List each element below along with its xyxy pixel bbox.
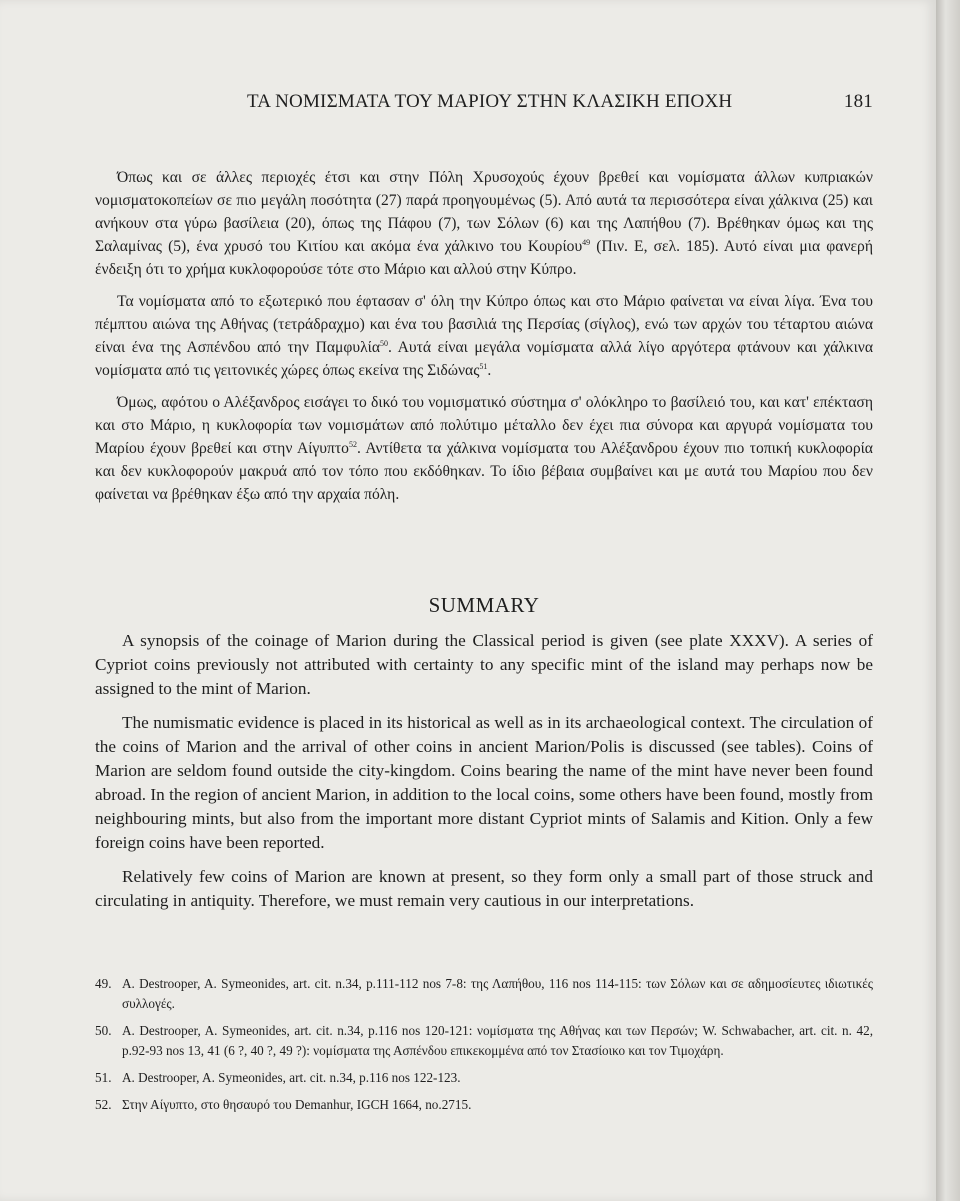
footnote-ref-51: 51 <box>479 361 488 371</box>
footnote <box>95 974 873 1014</box>
footnote-text: Στην Αίγυπτο, στο θησαυρό του Demanhur, IGCH 1664, no.2715. <box>122 1097 472 1112</box>
greek-body-text <box>95 166 873 515</box>
footnote-ref-49: 49 <box>582 237 591 247</box>
text-run: . Αυτά είναι μεγάλα νομίσματα αλλά λίγο αργότερα φτάνουν και χάλκινα νομίσματα από τις γειτονικές χώρες όπως εκείνα της Σιδώνας <box>95 339 873 379</box>
greek-paragraph-3 <box>95 391 873 506</box>
running-title: ΤΑ ΝΟΜΙΣΜΑΤΑ ΤΟΥ ΜΑΡΙΟΥ ΣΤΗΝ ΚΛΑΣΙΚΗ ΕΠΟΧΗ <box>247 91 733 112</box>
summary-heading: SUMMARY <box>428 593 540 617</box>
page-number: 181 <box>843 91 873 112</box>
footnote-number: 52. <box>95 1097 112 1112</box>
footnote-text: A. Destrooper, A. Symeonides, art. cit. n.34, p.116 nos 120-121: νομίσματα της Αθήνας και των Περσών; W. Schwabacher, art. cit. n. 42, p.92-93 nos 13, 41 (6 ?, 40 ?, 49 ?): νομίσματα της Ασπένδου επικεκομμένα από τον Στασίοικο και τον Τιμοχάρη. <box>122 1023 873 1058</box>
footnote-text: A. Destrooper, A. Symeonides, art. cit. n.34, p.111-112 nos 7-8: της Λαπήθου, 116 nos 114-115: των Σόλων και σε αδημοσίευτες ιδιωτικές συλλογές. <box>122 976 873 1011</box>
footnote-number: 49. <box>95 976 112 991</box>
book-edge-shadow <box>936 0 960 1201</box>
summary-paragraph-3: Relatively few coins of Marion are known at present, so they form only a small part of those struck and circulating in antiquity. Therefore, we must remain very cautious in our interpretations. <box>95 867 873 910</box>
footnote-number: 51. <box>95 1070 112 1085</box>
footnote <box>95 1021 873 1061</box>
footnote-ref-52: 52 <box>348 439 357 449</box>
text-run: Όπως και σε άλλες περιοχές έτσι και στην Πόλη Χρυσοχούς έχουν βρεθεί και νομίσματα άλλων κυπριακών νομισματοκοπείων σε πιο μεγάλη ποσότητα (27) παρά προηγουμένως (5). Από αυτά τα περισσότερα είναι χάλκινα (25) και ανήκουν στα γύρω βασίλεια (20), όπως της Πάφου (7), των Σόλων (6) και της Λαπήθου (7). Βρέθηκαν όμως και της Σαλαμίνας (5), ένα χρυσό του Κιτίου και ακόμα ένα χάλκινο του Κουρίου <box>95 169 873 255</box>
text-run: . Αντίθετα τα χάλκινα νομίσματα του Αλέξανδρου έχουν πιο τοπική κυκλοφορία και δεν κυκλοφορούν μακρυά από τον τόπο που εκδόθηκαν. Το ίδιο βέβαια συμβαίνει και με αυτά του Μαρίου που δεν φαίνεται να βρέθηκαν έξω από την αρχαία πόλη. <box>95 440 873 503</box>
footnote <box>95 1068 873 1088</box>
footnotes <box>95 974 873 1122</box>
text-run: Τα νομίσματα από το εξωτερικό που έφτασαν σ' όλη την Κύπρο όπως και στο Μάριο φαίνεται να είναι λίγα. Ένα του πέμπτου αιώνα της Αθήνας (τετράδραχμο) και ένα του βασιλιά της Περσίας (σίγλος), ενώ των αρχών του τέταρτου αιώνα είναι ένα της Ασπένδου από την Παμφυλία <box>95 293 873 356</box>
footnote <box>95 1095 873 1115</box>
footnote-ref-50: 50 <box>380 338 389 348</box>
summary-paragraph-1: A synopsis of the coinage of Marion during the Classical period is given (see plate XXXV). A series of Cypriot coins previously not attributed with certainty to any specific mint of the island may perhaps now be assigned to the mint of Marion. <box>95 631 873 698</box>
summary-text <box>95 629 873 923</box>
text-run: Όμως, αφότου ο Αλέξανδρος εισάγει το δικό του νομισματικό σύστημα σ' ολόκληρο το βασίλειό του, και κατ' επέκταση και στο Μάριο, η κυκλοφορία των νομισμάτων από πολύτιμο μέταλλο δεν έχει πια σύνορα και αργυρά νομίσματα του Μαρίου έχουν βρεθεί και στην Αίγυπτο <box>95 394 873 457</box>
footnote-text: A. Destrooper, A. Symeonides, art. cit. n.34, p.116 nos 122-123. <box>122 1070 461 1085</box>
greek-paragraph-2 <box>95 290 873 382</box>
summary-paragraph-2: The numismatic evidence is placed in its historical as well as in its archaeological context. The circulation of the coins of Marion and the arrival of other coins in ancient Marion/Polis is discussed (see tables). Coins of Marion are seldom found outside the city-kingdom. Coins bearing the name of the mint have never been found abroad. In the region of ancient Marion, in addition to the local coins, some others have been found, mostly from neighbouring mints, but also from the important more distant Cypriot mints of Salamis and Kition. Only a few foreign coins have been reported. <box>95 713 873 852</box>
text-run: . <box>487 362 492 379</box>
text-run: (Πιν. Ε, σελ. 185). Αυτό είναι μια φανερή ένδειξη ότι το χρήμα κυκλοφορούσε τότε στο Μάριο και αλλού στην Κύπρο. <box>95 238 873 278</box>
footnote-number: 50. <box>95 1023 112 1038</box>
greek-paragraph-1 <box>95 166 873 281</box>
